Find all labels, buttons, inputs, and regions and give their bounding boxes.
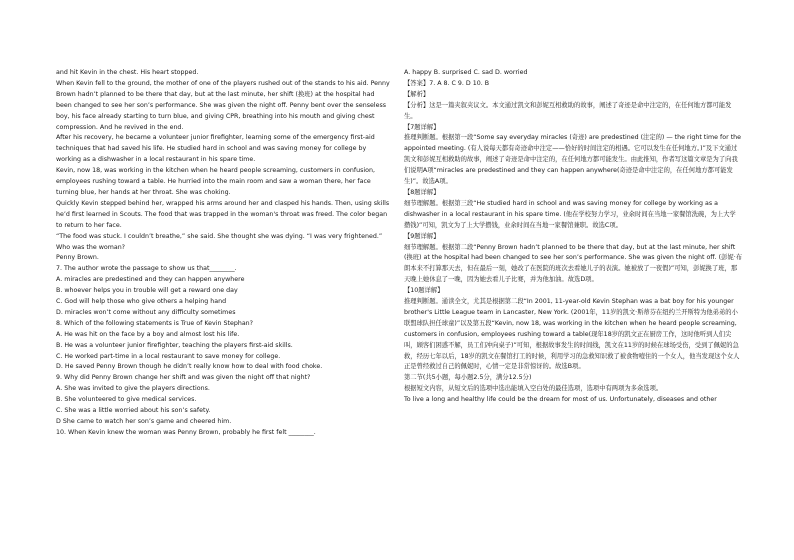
right-column	[404, 68, 742, 406]
paragraph: Penny Brown.	[56, 254, 99, 262]
paragraph: After his recovery, he became a volunteer junior firefighter, learning some of the emergency first-aid techniques that had saved his life. He studied hard in school and was saving money for college by working as a dishwasher in a local restaurant in his spare time.	[56, 134, 375, 164]
paragraph: and hit Kevin in the chest. His heart stopped.	[56, 69, 199, 76]
question-stem: 7. The author wrote the passage to show us that________.	[56, 265, 237, 273]
answer-option: C. She was a little worried about his son’s safety.	[56, 407, 211, 415]
question-stem: 10. When Kevin knew the woman was Penny Brown, probably he first felt ________.	[56, 428, 316, 436]
answer-options-line: A. happy B. surprised C. sad D. worried	[404, 69, 528, 76]
section-heading: 【解析】	[404, 90, 430, 98]
answer-option: D. He saved Penny Brown though he didn’t really know how to deal with food choke.	[56, 363, 323, 371]
analysis-paragraph: 【分析】这是一篇夹叙夹议文。本文通过凯文和彭妮互相救助的故事，阐述了奇迹是命中注定的，在任何地方都可能发生。	[404, 101, 732, 120]
answer-option: B. He was a volunteer junior firefighter, teaching the players first-aid skills.	[56, 341, 293, 349]
passage-text: To live a long and healthy life could be the dream for most of us. Unfortunately, diseases and other	[404, 396, 717, 404]
left-column	[56, 68, 392, 439]
answer-option: B. She volunteered to give medical services.	[56, 396, 197, 404]
explanation-paragraph: 推理判断题。根据第一段“Some say everyday miracles (奇迹) are predestined (注定的) — the right time for the appointed meeting. (有人说每天都有奇迹命中注定——恰好的时间注定的相遇。它可以发生在任何地方。)”及下文通过凯文和彭妮互相救助的故事，阐述了奇迹是命中注定的，在任何地方都可能发生。由此推知，作者写这篇文章是为了向我们说明A项“miracles are predestined and they can happen anywhere(奇迹是命中注定的，在任何地方都可能发生)”。故选A项。	[404, 134, 742, 186]
section-heading: 【9题详解】	[404, 232, 440, 240]
section-heading: 【7题详解】	[404, 123, 440, 131]
paragraph: “The food was stuck. I couldn’t breathe,” she said. She thought she was dying. “I was very frightened.”	[56, 232, 383, 240]
instructions: 根据短文内容，从短文后的选项中选出能填入空白处的最佳选项，选项中有两项为多余选项。	[404, 385, 663, 393]
answer-option: A. He was hit on the face by a boy and almost lost his life.	[56, 330, 240, 338]
answer-option: A. miracles are predestined and they can happen anywhere	[56, 276, 245, 284]
paragraph: Quickly Kevin stepped behind her, wrapped his arms around her and clasped his hands. Then, using skills he’d first learned in Scouts. The food that was trapped in the woman's throat was freed. The color began to return to her face.	[56, 199, 390, 229]
question-stem: 9. Why did Penny Brown change her shift and was given the night off that night?	[56, 374, 311, 382]
answer-key: 【答案】7. A 8. C 9. D 10. B	[404, 79, 490, 87]
paragraph: Who was the woman?	[56, 243, 126, 251]
section-heading: 【10题详解】	[404, 287, 444, 295]
section-heading: 【8题详解】	[404, 188, 440, 196]
answer-option: D She came to watch her son’s game and cheered him.	[56, 418, 232, 425]
paragraph: When Kevin fell to the ground, the mother of one of the players rushed out of the stands to his aid. Penny Brown hadn’t planned to be there that day, but at the last minute, her shift (换班) at the hospital had been changed to see her son’s performance. She was given the night off. Penny bent over the senseless boy, his face already starting to turn blue, and giving CPR, breathing into his mouth and giving chest compression. And he revived in the end.	[56, 79, 390, 131]
answer-option: B. whoever helps you in trouble will get a reward one day	[56, 287, 238, 295]
paragraph: Kevin, now 18, was working in the kitchen when he heard people screaming, customers in confusion, employees rushing toward a table. He hurried into the main room and saw a woman there, her face turning blue, her hands at her throat. She was choking.	[56, 167, 375, 196]
question-stem: 8. Which of the following statements is True of Kevin Stephan?	[56, 319, 254, 327]
answer-option: A. She was invited to give the players directions.	[56, 385, 210, 393]
explanation-paragraph: 细节理解题。根据第二段“Penny Brown hadn’t planned to be there that day, but at the last minute, her shift (换班) at the hospital had been changed to see her son’s performance. She was given the night off. (彭妮·布朗本来不打算那天去，但在最后一刻，她改了在医院的班次去看她儿子的表演。她被放了一夜假)”可知，彭妮换了班，那天晚上她休息了一晚，因为她去看儿子比赛，并为他加油。故选D项。	[404, 243, 742, 284]
answer-option: C. He worked part-time in a local restaurant to save money for college.	[56, 352, 281, 360]
answer-option: D. miracles won’t come without any difficulty sometimes	[56, 308, 236, 316]
explanation-paragraph: 细节理解题。根据第三段“He studied hard in school and was saving money for college by working as a dishwasher in a local restaurant in his spare time. (他在学校努力学习，业余时间在当地一家餐馆洗碗，为上大学攒钱)”可知，凯文为了上大学攒钱，业余时间在当地一家餐馆兼职。故选C项。	[404, 199, 736, 229]
explanation-paragraph: 推理判断题。通读全文，尤其是根据第二段“In 2001, 11-year-old Kevin Stephan was a bat boy for his younger brother's Little League team in Lancaster, New York. (2001年，11岁的凯文·斯蒂芬在纽约兰开斯特为他弟弟的小联盟球队担任球童)”以及第五段“Kevin, now 18, was working in the kitchen when he heard people screaming, customers in confusion, employees rushing toward a table(现年18岁的凯文正在厨房工作，这时他听到人们尖叫，顾客们困惑不解，员工们冲向桌子)”可知，根据故事发生的时间线，凯文在11岁的时候在球场受伤，受到了佩妮的急救，经历七年以后，18岁的凯文在餐馆打工的时候，利用学习的急救知识救了被食物噎住的一个女人，他当发现这个女人正是曾经救过自己的佩妮时，心情一定是非常惊讶的。故选B项。	[404, 298, 740, 371]
section-heading: 第二节(共5小题，每小题2.5分，满分12.5分)	[404, 374, 532, 382]
answer-option: C. God will help those who give others a helping hand	[56, 298, 227, 306]
